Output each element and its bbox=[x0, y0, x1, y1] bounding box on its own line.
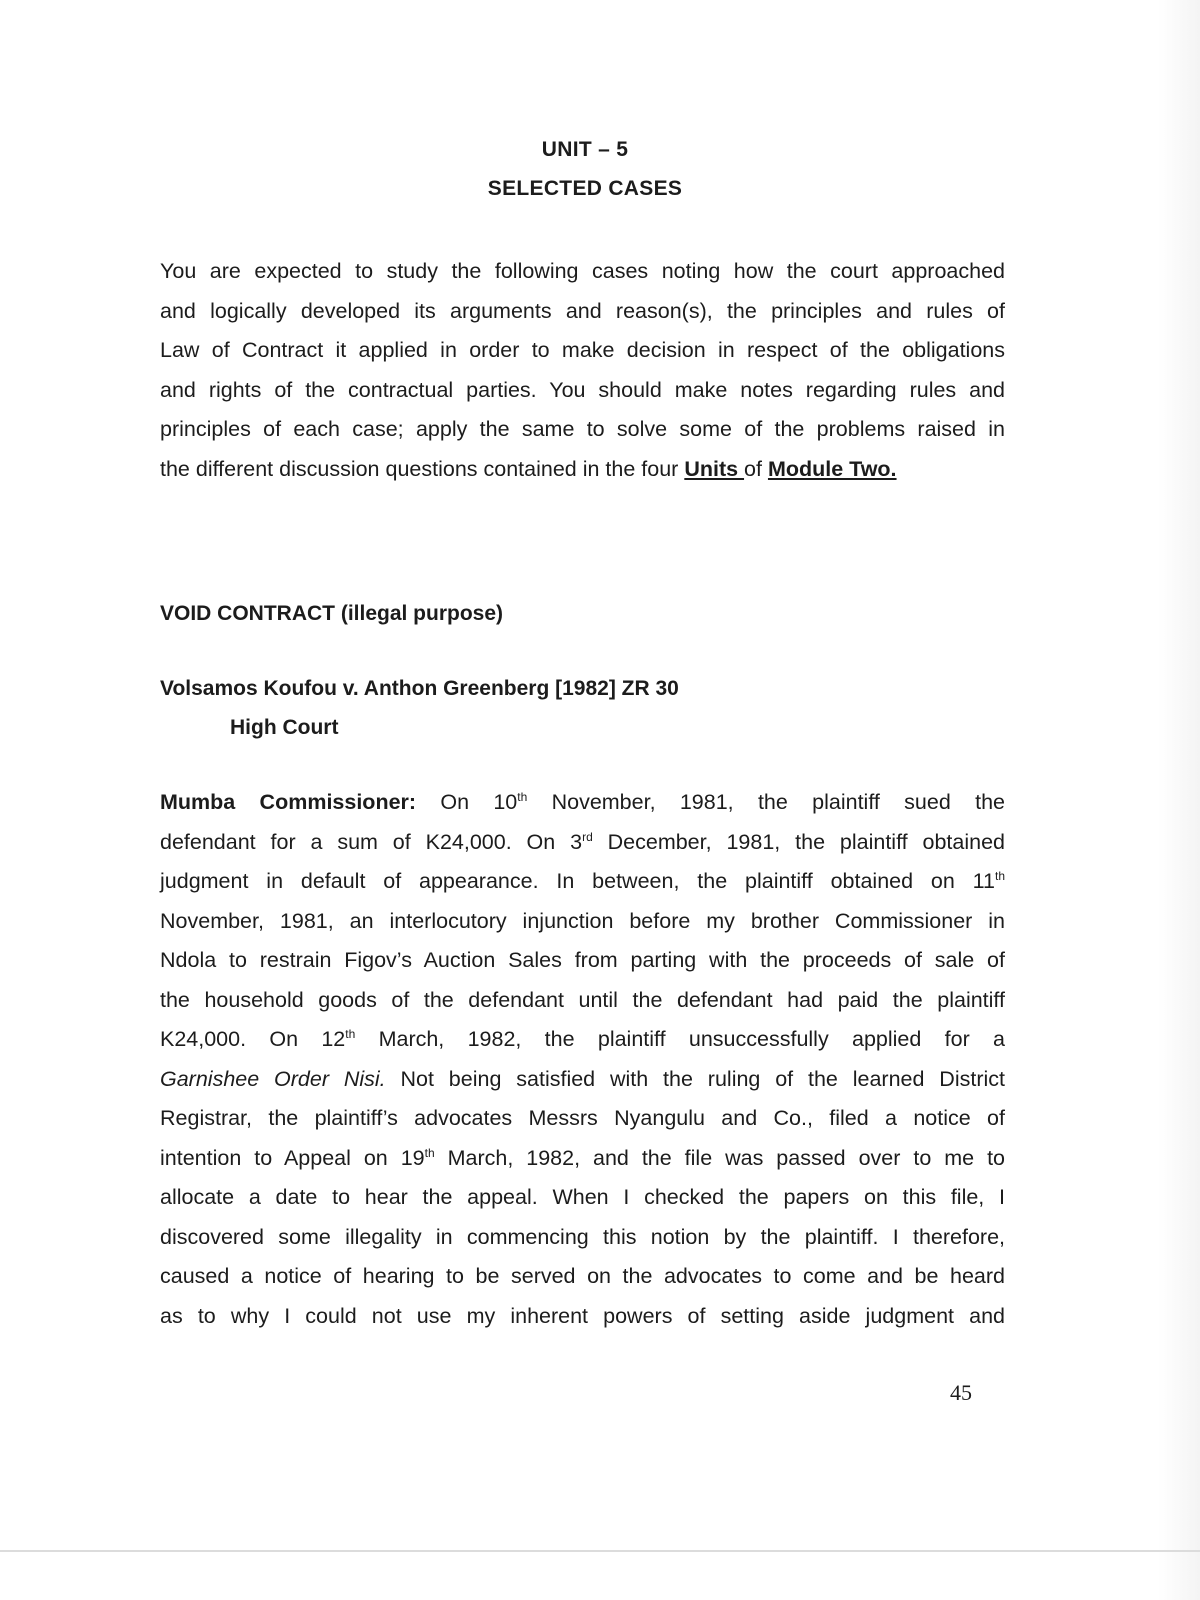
body-line bbox=[160, 1020, 1005, 1060]
judgment-paragraph bbox=[160, 783, 1005, 1336]
body-line bbox=[160, 1060, 1005, 1100]
body-text: intention to Appeal on 19 bbox=[160, 1145, 425, 1170]
ordinal-suffix: th bbox=[517, 789, 528, 804]
void-contract-title: VOID CONTRACT (illegal purpose) bbox=[160, 602, 504, 625]
ordinal-suffix: th bbox=[994, 868, 1005, 883]
body-text: K24,000. On 12 bbox=[160, 1027, 346, 1051]
scan-edge bbox=[1158, 0, 1200, 1600]
body-line: allocate a date to hear the appeal. When I checked the papers on this file, I bbox=[160, 1185, 1005, 1209]
intro-line: Law of Contract it applied in order to make decision in respect of the obligations bbox=[160, 338, 1005, 362]
body-text: March, 1982, the plaintiff unsuccessfully applied for a bbox=[355, 1027, 1005, 1051]
case-title: Volsamos Koufou v. Anthon Greenberg [1982] ZR 30 bbox=[160, 677, 679, 700]
body-text: On 10 bbox=[416, 790, 518, 814]
body-line: Ndola to restrain Figov’s Auction Sales from parting with the proceeds of sale of bbox=[160, 948, 1005, 972]
speaker-label: Mumba Commissioner: bbox=[160, 790, 417, 814]
intro-last-text: the different discussion questions contained in the four bbox=[160, 456, 685, 481]
body-text: December, 1981, the plaintiff obtained bbox=[592, 829, 1005, 854]
italic-term: Garnishee Order Nisi. bbox=[160, 1066, 386, 1091]
body-text: judgment in default of appearance. In between, the plaintiff obtained on 11 bbox=[160, 869, 995, 893]
of-text: of bbox=[744, 456, 768, 481]
body-text: March, 1982, and the file was passed over to me to bbox=[434, 1145, 1005, 1170]
body-line bbox=[160, 783, 1005, 823]
section-heading: SELECTED CASES bbox=[487, 177, 683, 200]
body-text: defendant for a sum of K24,000. On 3 bbox=[160, 829, 583, 854]
body-line: Registrar, the plaintiff’s advocates Messrs Nyangulu and Co., filed a notice of bbox=[160, 1106, 1005, 1130]
intro-line bbox=[160, 450, 1005, 490]
page-number: 45 bbox=[950, 1380, 972, 1405]
body-line: November, 1981, an interlocutory injunction before my brother Commissioner in bbox=[160, 908, 1005, 933]
scan-bottom-line bbox=[0, 1550, 1200, 1552]
body-line: caused a notice of hearing to be served on the advocates to come and be heard bbox=[160, 1264, 1005, 1288]
body-line bbox=[160, 862, 1005, 902]
body-line: the household goods of the defendant until the defendant had paid the plaintiff bbox=[160, 987, 1005, 1012]
intro-line: and logically developed its arguments and reason(s), the principles and rules of bbox=[160, 298, 1005, 323]
units-reference: Units bbox=[684, 456, 745, 481]
body-text: Not being satisfied with the ruling of the learned District bbox=[385, 1066, 1005, 1091]
body-line: discovered some illegality in commencing this notion by the plaintiff. I therefore, bbox=[160, 1224, 1005, 1249]
module-reference: Module Two. bbox=[767, 456, 897, 481]
intro-line: and rights of the contractual parties. You should make notes regarding rules and bbox=[160, 377, 1005, 402]
intro-line: principles of each case; apply the same to solve some of the problems raised in bbox=[160, 417, 1005, 441]
body-line: as to why I could not use my inherent powers of setting aside judgment and bbox=[160, 1303, 1005, 1328]
body-text: November, 1981, the plaintiff sued the bbox=[527, 790, 1005, 814]
court-name: High Court bbox=[230, 716, 339, 739]
ordinal-suffix: rd bbox=[582, 829, 593, 844]
unit-heading: UNIT – 5 bbox=[541, 138, 629, 161]
intro-line: You are expected to study the following cases noting how the court approached bbox=[160, 259, 1005, 283]
intro-paragraph bbox=[160, 252, 1005, 489]
body-line bbox=[160, 1139, 1005, 1179]
ordinal-suffix: th bbox=[345, 1026, 356, 1041]
ordinal-suffix: th bbox=[424, 1145, 435, 1160]
body-line bbox=[160, 823, 1005, 863]
